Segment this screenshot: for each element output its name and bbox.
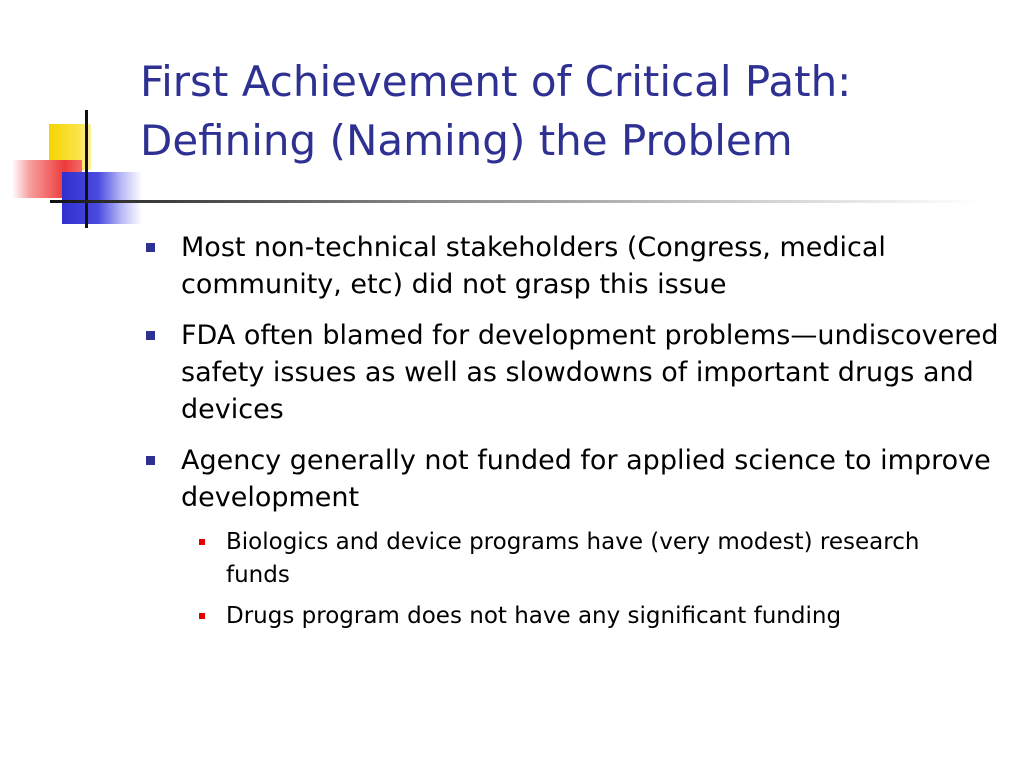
slide-title-line-2: Defining (Naming) the Problem <box>140 116 793 165</box>
sub-bullet-text: Biologics and device programs have (very modest) research funds <box>226 529 920 588</box>
slide-title-line-1: First Achievement of Critical Path: <box>140 57 852 106</box>
bullet-text: FDA often blamed for development problems—undiscovered safety issues as well as slowdowns of important drugs and devices <box>181 320 999 425</box>
square-bullet-icon <box>146 243 155 252</box>
bullet-text: Agency generally not funded for applied science to improve development <box>181 445 991 513</box>
square-sub-bullet-icon <box>199 613 205 619</box>
bullet-item-stakeholders <box>181 229 1001 303</box>
square-bullet-icon <box>146 331 155 340</box>
sub-bullet-item-biologics <box>226 526 986 592</box>
bullet-item-fda-blamed <box>181 317 1001 428</box>
bullet-text: Most non-technical stakeholders (Congress, medical community, etc) did not grasp this issue <box>181 232 886 300</box>
square-bullet-icon <box>146 456 155 465</box>
square-sub-bullet-icon <box>199 539 205 545</box>
sub-bullet-text: Drugs program does not have any significant funding <box>226 603 842 629</box>
sub-bullet-item-drugs-program <box>226 600 986 633</box>
bullet-item-agency-funding <box>181 442 1001 516</box>
